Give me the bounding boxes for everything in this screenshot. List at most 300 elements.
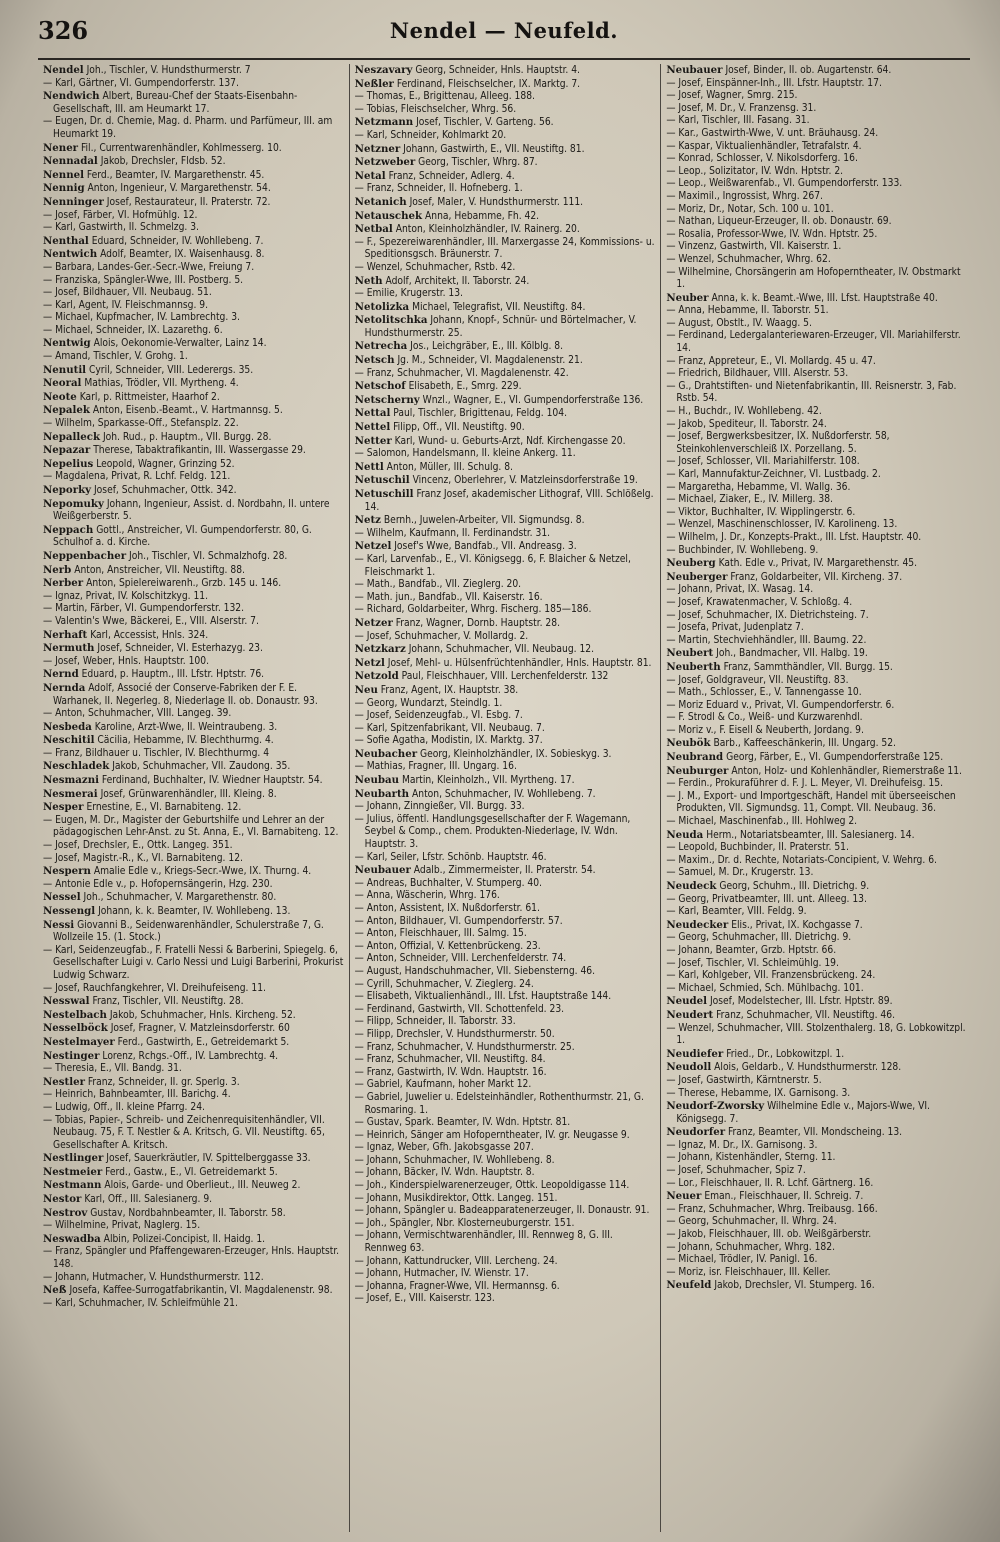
directory-entry (43, 879, 344, 892)
directory-entry (43, 788, 344, 802)
entry-text: Ferd., Gastwirth, E., Getreidemarkt 5. (117, 1036, 290, 1048)
entry-text: Jakob, Schuhmacher, Hnls. Kircheng. 52. (109, 1009, 296, 1021)
directory-entry (43, 919, 344, 945)
directory-entry (666, 635, 967, 648)
entry-text: — Josef, Goldgraveur, VII. Neustiftg. 83. (666, 674, 849, 686)
entry-text: — Josef, Färber, VI. Hofmühlg. 12. (43, 209, 198, 221)
entry-text: — Moriz, Dr., Notar, Sch. 100 u. 101. (666, 203, 834, 215)
entry-text: Filipp, Off., VII. Neustiftg. 90. (393, 422, 525, 434)
entry-surname: Nestlinger (43, 1152, 104, 1165)
entry-text: Ferd., Beamter, IV. Margarethenstr. 45. (86, 169, 265, 181)
entry-text: Kath. Edle v., Privat, IV. Margarethenstr. 45. (718, 558, 918, 570)
directory-entry (355, 1092, 656, 1117)
directory-entry (355, 684, 656, 698)
directory-entry (355, 657, 656, 671)
directory-entry (43, 642, 344, 656)
entry-text: — Ferdinand, Gastwirth, VII. Schottenfeld. 23. (354, 1003, 565, 1015)
directory-entry (666, 855, 967, 868)
directory-entry (666, 584, 967, 597)
directory-entry (355, 878, 656, 891)
entry-text: Wnzl., Wagner, E., VI. Gumpendorferstraße 136. (422, 394, 644, 406)
entry-text: Eduard, Schneider, IV. Wohllebeng. 7. (91, 235, 264, 247)
directory-entry (666, 90, 967, 103)
entry-text: — Franz, Schuhmacher, Whrg. Treibausg. 166. (666, 1203, 878, 1215)
directory-entry (355, 864, 656, 878)
entry-text: — Johann, Schuhmacher, Whrg. 182. (666, 1241, 836, 1253)
directory-entry (355, 156, 656, 170)
directory-entry (43, 1272, 344, 1285)
entry-text: — Martin, Färber, VI. Gumpendorferstr. 132. (43, 603, 245, 615)
entry-surname: Neudorfer (666, 1126, 726, 1139)
entry-text: — Anton, Offizial, V. Kettenbrückeng. 23. (354, 940, 541, 952)
directory-entry (355, 196, 656, 210)
entry-text: Fil., Currentwarenhändler, Kohlmesserg. 10. (80, 142, 282, 154)
entry-text: — Josef, Gastwirth, Kärntnerstr. 5. (666, 1074, 822, 1086)
directory-entry (666, 842, 967, 855)
entry-text: — Tobias, Fleischselcher, Whrg. 56. (354, 103, 517, 115)
directory-entry (43, 287, 344, 300)
entry-text: — Karl, Seiler, Lfstr. Schönb. Hauptstr. 46. (354, 851, 547, 863)
entry-text: Anton, Anstreicher, VII. Neustiftg. 88. (74, 564, 245, 576)
entry-surname: Nendwich (43, 90, 100, 103)
directory-entry (43, 668, 344, 682)
entry-surname: Neudoll (666, 1061, 712, 1074)
entry-surname: Nesbeda (43, 720, 92, 733)
entry-text: — Wenzel, Schuhmacher, Whrg. 62. (666, 253, 831, 265)
directory-entry (666, 661, 967, 675)
entry-text: — Johann, Beamter, Grzb. Hptstr. 66. (666, 944, 837, 956)
entry-text: Fried., Dr., Lobkowitzpl. 1. (726, 1048, 845, 1060)
entry-text: — Josef, Bildhauer, VII. Neubaug. 51. (43, 287, 212, 299)
directory-entry (666, 330, 967, 355)
entry-text: — Moriz v., F. Eisell & Neuberth, Jordang. 9. (666, 724, 864, 736)
entry-text: — Gustav, Spark. Beamter, IV. Wdn. Hptstr. 81. (354, 1117, 571, 1129)
directory-entry (666, 166, 967, 179)
entry-text: Johann, Gastwirth, E., VII. Neustiftg. 81. (403, 143, 585, 155)
entry-surname: Neth (354, 274, 383, 287)
entry-surname: Nestelmayer (43, 1035, 115, 1048)
entry-text: Jg. M., Schneider, VI. Magdalenenstr. 21. (397, 355, 583, 367)
directory-entry (666, 778, 967, 791)
directory-entry (666, 216, 967, 229)
entry-surname: Neudecker (666, 918, 729, 931)
directory-entry (666, 791, 967, 816)
directory-entry (666, 204, 967, 217)
directory-entry (666, 141, 967, 154)
entry-surname: Neppenbacher (43, 549, 127, 562)
entry-text: Gustav, Nordbahnbeamter, II. Taborstr. 58. (90, 1207, 286, 1219)
directory-entry (43, 431, 344, 445)
entry-text: — Michael, Ziaker, E., IV. Millerg. 38. (666, 494, 833, 506)
entry-text: — Karl, Larvenfab., E., VI. Königsegg. 6, F. Blaicher & Netzel, Fleischmarkt 1. (354, 553, 631, 578)
entry-surname: Nespern (43, 865, 91, 878)
entry-text: — Johann, Bäcker, IV. Wdn. Hauptstr. 8. (354, 1167, 535, 1179)
entry-surname: Netolitschka (354, 314, 428, 327)
directory-entry (355, 1079, 656, 1092)
entry-text: — Moriz Eduard v., Privat, VI. Gumpendorferstr. 6. (666, 699, 895, 711)
directory-entry (355, 735, 656, 748)
directory-entry (43, 840, 344, 853)
directory-entry (43, 312, 344, 325)
entry-surname: Neuburger (666, 764, 729, 777)
directory-entry (666, 153, 967, 166)
directory-entry (43, 418, 344, 431)
directory-entry (666, 254, 967, 267)
entry-text: — Karl, Gärtner, VI. Gumpendorferstr. 137. (43, 77, 239, 89)
directory-entry (666, 64, 967, 78)
entry-text: — Joh., Spängler, Nbr. Klosterneuburgerstr. 151. (354, 1217, 575, 1229)
directory-entry (43, 248, 344, 262)
directory-entry (355, 354, 656, 368)
entry-text: — Valentin's Wwe, Bäckerei, E., VIII. Alserstr. 7. (43, 615, 259, 627)
directory-entry (43, 1022, 344, 1036)
entry-text: — Thomas, E., Brigittenau, Alleeg. 188. (354, 91, 535, 103)
entry-text: — Franz, Schuhmacher, V. Hundsthurmerstr. 25. (354, 1041, 575, 1053)
directory-entry (355, 448, 656, 461)
entry-text: — Josef, Schuhmacher, Spiz 7. (666, 1165, 806, 1177)
entry-text: — Johanna, Fragner-Wwe, VII. Hermannsg. 6. (354, 1280, 560, 1292)
directory-entry (43, 734, 344, 748)
directory-entry (355, 592, 656, 605)
directory-entry (43, 1298, 344, 1311)
entry-text: Franz, Wagner, Dornb. Hauptstr. 28. (395, 617, 560, 629)
directory-entry (666, 115, 967, 128)
directory-entry (43, 591, 344, 604)
directory-entry (43, 182, 344, 196)
entry-surname: Neppach (43, 523, 94, 536)
column-2 (350, 64, 661, 1532)
directory-entry (43, 801, 344, 815)
directory-entry (43, 550, 344, 564)
entry-text: — Gabriel, Juwelier u. Edelsteinhändler, Rothenthurmstr. 21, G. Rosmaring. 1. (354, 1091, 644, 1116)
directory-entry (666, 103, 967, 116)
entry-text: — Filipp, Drechsler, V. Hundsthurmerstr. 50. (354, 1028, 555, 1040)
entry-text: — Wilhelm, Kaufmann, II. Ferdinandstr. 31. (354, 527, 551, 539)
directory-entry (43, 891, 344, 905)
directory-entry (43, 196, 344, 210)
directory-entry (43, 142, 344, 156)
entry-text: — Josef, Seidenzeugfab., VI. Esbg. 7. (354, 710, 523, 722)
entry-text: — Josef, Tischler, VI. Schleimühlg. 19. (666, 957, 839, 969)
entry-text: — Anna, Hebamme, II. Taborstr. 51. (666, 305, 829, 317)
entry-surname: Neuberth (666, 660, 721, 673)
entry-text: Alois, Oekonomie-Verwalter, Lainz 14. (93, 338, 267, 350)
entry-text: — Franz, Schneider, II. Hofneberg. 1. (354, 183, 523, 195)
directory-entry (355, 435, 656, 449)
directory-entry (355, 890, 656, 903)
directory-entry (43, 391, 344, 405)
directory-entry (666, 557, 967, 571)
directory-entry (43, 498, 344, 524)
entry-surname: Netzel (354, 540, 392, 553)
directory-entry (355, 64, 656, 78)
entry-text: Anton, Kleinholzhändler, IV. Rainerg. 20. (395, 224, 580, 236)
entry-text: Franz, Schneider, II. gr. Sperlg. 3. (87, 1076, 240, 1088)
entry-text: — Joh., Kinderspielwarenerzeuger, Ottk. Leopoldigasse 114. (354, 1180, 630, 1192)
entry-text: Karl, Wund- u. Geburts-Arzt, Ndf. Kirchengasse 20. (394, 435, 626, 447)
directory-entry (355, 774, 656, 788)
entry-text: — Math., Bandfab., VII. Zieglerg. 20. (354, 579, 522, 591)
entry-text: — Anton, Schneider, VIII. Lerchenfelderstr. 74. (354, 953, 567, 965)
entry-text: — Anton, Assistent, IX. Nußdorferstr. 61. (354, 903, 540, 914)
directory-entry (355, 966, 656, 979)
entry-surname: Netschof (354, 380, 406, 393)
directory-entry (666, 1023, 967, 1048)
directory-entry (666, 1216, 967, 1229)
directory-entry (666, 419, 967, 432)
entry-text: — Karl, Seidenzeugfab., F. Fratelli Nessi & Barberini, Spiegelg. 6, Gesellschafter Luigi v. Carlo Nessi und Luigi Barberini, Prokurist Ludwig Schwarz. (43, 944, 344, 981)
entry-text: Josef, Mehl- u. Hülsenfrüchtenhändler, Hnls. Hauptstr. 81. (387, 657, 652, 669)
entry-text: — Johann, Zinngießer, VII. Burgg. 33. (354, 801, 525, 813)
entry-text: — Josef, Schuhmacher, V. Mollardg. 2. (354, 630, 529, 642)
directory-entry (43, 656, 344, 669)
entry-surname: Nesmazni (43, 774, 99, 787)
entry-text: — Mathias, Fragner, III. Ungarg. 16. (354, 761, 517, 773)
entry-surname: Neudorf-Zworsky (666, 1100, 765, 1113)
entry-text: Josef, Fragner, V. Matzleinsdorferstr. 60 (110, 1023, 290, 1035)
directory-entry (666, 687, 967, 700)
entry-surname: Neuda (666, 828, 704, 841)
directory-entry (43, 1179, 344, 1193)
entry-text: — Josef, Einspänner-Inh., III. Lfstr. Hauptstr. 17. (666, 77, 882, 89)
entry-text: — Karl, Gastwirth, II. Schmelzg. 3. (43, 222, 199, 234)
directory-entry (666, 675, 967, 688)
directory-entry (43, 815, 344, 840)
entry-text: Jakob, Schuhmacher, VII. Zaudong. 35. (112, 761, 291, 773)
directory-entry (666, 880, 967, 894)
entry-text: Anna, k. k. Beamt.-Wwe, III. Lfst. Hauptstraße 40. (711, 292, 938, 304)
entry-surname: Netter (354, 434, 392, 447)
entry-surname: Neuberger (666, 570, 728, 583)
directory-entry (666, 1009, 967, 1023)
entry-surname: Nennig (43, 182, 85, 195)
entry-text: — Magdalena, Privat, R. Lchf. Feldg. 121. (43, 471, 231, 483)
entry-surname: Nerhaft (43, 628, 88, 641)
directory-entry (43, 708, 344, 721)
entry-text: Vincenz, Oberlehrer, V. Matzleinsdorferstraße 19. (412, 475, 638, 487)
entry-surname: Netz (354, 514, 381, 527)
entry-surname: Nestler (43, 1075, 85, 1088)
directory-entry (355, 1016, 656, 1029)
entry-text: — Karl, Kohlgeber, VII. Franzensbrückeng. 24. (666, 970, 876, 982)
entry-text: Franz Josef, akademischer Lithograf, VIII. Schlößelg. 14. (364, 489, 654, 513)
directory-entry (355, 210, 656, 224)
entry-text: — Johann, Hutmacher, V. Hundsthurmerstr. 112. (43, 1271, 264, 1283)
entry-text: Georg, Schneider, Hnls. Hauptstr. 4. (415, 65, 580, 76)
directory-entry (43, 945, 344, 983)
entry-text: — Michael, Schneider, IX. Lazarethg. 6. (43, 324, 223, 336)
entry-text: Cäcilia, Hebamme, IV. Blechthurmg. 4. (97, 735, 274, 747)
entry-text: — Franz, Spängler und Pfaffengewaren-Erzeuger, Hnls. Hauptstr. 148. (43, 1246, 340, 1271)
entry-text: — Heinrich, Bahnbeamter, III. Barichg. 4. (43, 1089, 231, 1101)
directory-entry (355, 1293, 656, 1306)
entry-surname: Neszavary (354, 64, 413, 76)
entry-surname: Neudiefer (666, 1047, 724, 1060)
entry-text: — Michael, Kupfmacher, IV. Lambrechtg. 3. (43, 312, 240, 324)
directory-entry (355, 78, 656, 92)
directory-entry (666, 292, 967, 306)
entry-text: — Maximil., Ingrossist, Whrg. 267. (666, 190, 823, 202)
entry-surname: Nessi (43, 918, 75, 931)
directory-entry (666, 712, 967, 725)
directory-entry (43, 351, 344, 364)
entry-text: — Josef, Schuhmacher, IX. Dietrichsteing. 7. (666, 609, 869, 621)
entry-text: — Karl, Beamter, VIII. Feldg. 9. (666, 906, 807, 918)
directory-entry (43, 760, 344, 774)
directory-entry (43, 377, 344, 391)
entry-text: Herm., Notariatsbeamter, III. Salesianerg. 14. (706, 829, 915, 841)
entry-surname: Neufeld (666, 1279, 712, 1292)
entry-surname: Neu (354, 683, 378, 696)
entry-text: Jakob, Drechsler, Fldsb. 52. (100, 156, 226, 168)
directory-entry (43, 721, 344, 735)
directory-entry (355, 991, 656, 1004)
directory-entry (355, 604, 656, 617)
entry-text: — Anna, Wäscherin, Whrg. 176. (354, 890, 500, 902)
entry-surname: Nestmann (43, 1179, 102, 1192)
directory-entry (43, 853, 344, 866)
entry-text: Martin, Kleinholzh., VII. Myrtheng. 17. (401, 775, 575, 787)
entry-surname: Neubacher (354, 747, 418, 760)
entry-surname: Neubau (354, 774, 400, 787)
directory-entry (355, 407, 656, 421)
entry-text: Josef, Sauerkräutler, IV. Spittelberggasse 33. (106, 1153, 311, 1165)
entry-text: — Rosalia, Professor-Wwe, IV. Wdn. Hptstr. 25. (666, 228, 878, 240)
directory-entry (355, 474, 656, 488)
directory-entry (355, 1054, 656, 1067)
directory-entry (666, 1061, 967, 1075)
directory-entry (43, 262, 344, 275)
column-1 (38, 64, 349, 1532)
entry-surname: Nermuth (43, 642, 95, 655)
columns (38, 64, 972, 1532)
entry-text: Eman., Fleischhauer, II. Schreig. 7. (704, 1191, 864, 1203)
entry-text: Albert, Bureau-Chef der Staats-Eisenbahn-Gesellschaft, III. am Heumarkt 17. (53, 91, 298, 115)
entry-surname: Netscherny (354, 393, 420, 406)
directory-entry (666, 368, 967, 381)
directory-entry (666, 241, 967, 254)
entry-surname: Nepazar (43, 444, 91, 457)
entry-text: — Karl, Agent, IV. Fleischmannsg. 9. (43, 299, 209, 311)
entry-text: Anton, Ingenieur, V. Margarethenstr. 54. (87, 183, 271, 195)
entry-surname: Netuschill (354, 488, 414, 500)
entry-text: — Friedrich, Bildhauer, VIII. Alserstr. 53. (666, 368, 849, 380)
directory-entry (355, 514, 656, 528)
directory-entry (43, 1233, 344, 1247)
directory-entry (355, 461, 656, 475)
entry-text: — Heinrich, Sänger am Hofoperntheater, IV. gr. Neugasse 9. (354, 1129, 630, 1141)
directory-entry (43, 1102, 344, 1115)
entry-text: — Johann, Privat, IX. Wasag. 14. (666, 584, 814, 596)
directory-entry (355, 801, 656, 814)
entry-text: Wilhelmine Edle v., Majors-Wwe, VI. Königsegg. 7. (676, 1101, 930, 1125)
entry-text: — August, Obstlt., IV. Waagg. 5. (666, 317, 812, 329)
entry-text: — Emilie, Krugerstr. 13. (354, 288, 463, 300)
entry-text: — Georg, Privatbeamter, III. unt. Alleeg. 13. (666, 893, 867, 905)
entry-surname: Neudert (666, 1008, 714, 1021)
entry-text: Barb., Kaffeeschänkerin, III. Ungarg. 52. (713, 738, 896, 750)
entry-text: — Elisabeth, Viktualienhändl., III. Lfst. Hauptstraße 144. (354, 991, 612, 1003)
entry-text: — G., Drahtstiften- und Nietenfabrikantin, III. Reisnerstr. 3, Fab. Rstb. 54. (666, 380, 957, 405)
entry-surname: Nernda (43, 681, 86, 694)
directory-entry (666, 958, 967, 971)
directory-entry (666, 456, 967, 469)
entry-text: — Kar., Gastwirth-Wwe, V. unt. Bräuhausg. 24. (666, 127, 879, 139)
entry-text: — Wenzel, Schuhmacher, Rstb. 42. (354, 261, 516, 273)
directory-entry (43, 983, 344, 996)
directory-entry (355, 723, 656, 736)
entry-text: Joh. Rud., p. Hauptm., VII. Burgg. 28. (102, 431, 272, 443)
entry-surname: Nennel (43, 168, 84, 181)
entry-surname: Neßler (354, 77, 394, 90)
directory-entry (666, 610, 967, 623)
entry-text: — Josef, E., VIII. Kaiserstr. 123. (354, 1293, 495, 1305)
entry-text: Karoline, Arzt-Wwe, II. Weintraubeng. 3. (94, 721, 278, 733)
directory-entry (666, 765, 967, 779)
directory-entry (355, 1042, 656, 1055)
directory-entry (355, 528, 656, 541)
directory-entry (666, 906, 967, 919)
directory-entry (666, 267, 967, 292)
entry-surname: Neschladek (43, 760, 110, 773)
entry-text: Amalie Edle v., Kriegs-Secr.-Wwe, IX. Thurng. 4. (93, 866, 312, 878)
directory-entry (666, 545, 967, 558)
entry-surname: Neubauer (666, 64, 723, 76)
directory-entry (43, 603, 344, 616)
entry-text: — Wilhelmine, Privat, Naglerg. 15. (43, 1220, 201, 1232)
entry-text: — Gabriel, Kaufmann, hoher Markt 12. (354, 1079, 532, 1091)
entry-text: Josef, Tischler, V. Garteng. 56. (416, 117, 554, 129)
entry-text: — Math. jun., Bandfab., VII. Kaiserstr. 16. (354, 591, 543, 603)
entry-surname: Neuber (666, 291, 709, 304)
entry-text: Ferdinand, Fleischselcher, IX. Marktg. 7. (396, 78, 581, 90)
entry-surname: Neoral (43, 377, 82, 390)
entry-text: Adolf, Associé der Conserve-Fabriken der F. E. Warhanek, II. Negerleg. 8, Niederlage II. ob. Donaustr. 93. (53, 682, 318, 707)
directory-entry (666, 1100, 967, 1126)
entry-text: — Barbara, Landes-Ger.-Secr.-Wwe, Freiung 7. (43, 261, 255, 273)
entry-text: Franz, Tischler, VII. Neustiftg. 28. (92, 996, 244, 1008)
entry-text: Leopold, Wagner, Grinzing 52. (96, 458, 235, 470)
directory-entry (355, 710, 656, 723)
directory-entry (43, 275, 344, 288)
entry-surname: Nener (43, 141, 79, 154)
entry-surname: Netsch (354, 354, 395, 367)
directory-entry (355, 1256, 656, 1269)
directory-entry (355, 130, 656, 143)
entry-text: Johann, Schuhmacher, VII. Neubaug. 12. (408, 644, 595, 656)
entry-text: — Therese, Hebamme, IX. Garnisong. 3. (666, 1087, 851, 1099)
directory-entry (43, 524, 344, 550)
entry-text: — Leop., Weißwarenfab., VI. Gumpendorferstr. 133. (666, 178, 903, 190)
entry-text: — Johann, Musikdirektor, Ottk. Langeg. 151. (354, 1192, 558, 1204)
directory-entry (666, 229, 967, 242)
entry-text: — Johann, Spängler u. Badeapparatenerzeuger, II. Donaustr. 91. (354, 1205, 650, 1217)
entry-surname: Nennadal (43, 155, 98, 168)
entry-text: — F. Strodl & Co., Weiß- und Kurzwarenhdl. (666, 712, 863, 724)
entry-surname: Netzner (354, 142, 401, 155)
entry-surname: Neudel (666, 995, 708, 1008)
directory-entry (355, 852, 656, 865)
entry-text: Georg, Kleinholzhändler, IX. Sobieskyg. 3. (419, 748, 612, 760)
directory-entry (355, 928, 656, 941)
entry-surname: Nesper (43, 801, 84, 814)
directory-entry (355, 1004, 656, 1017)
entry-text: — Josef, Weber, Hnls. Hauptstr. 100. (43, 655, 209, 667)
directory-entry (666, 128, 967, 141)
directory-entry (666, 1152, 967, 1165)
entry-text: — Amand, Tischler, V. Grohg. 1. (43, 351, 188, 363)
directory-entry (355, 488, 656, 514)
